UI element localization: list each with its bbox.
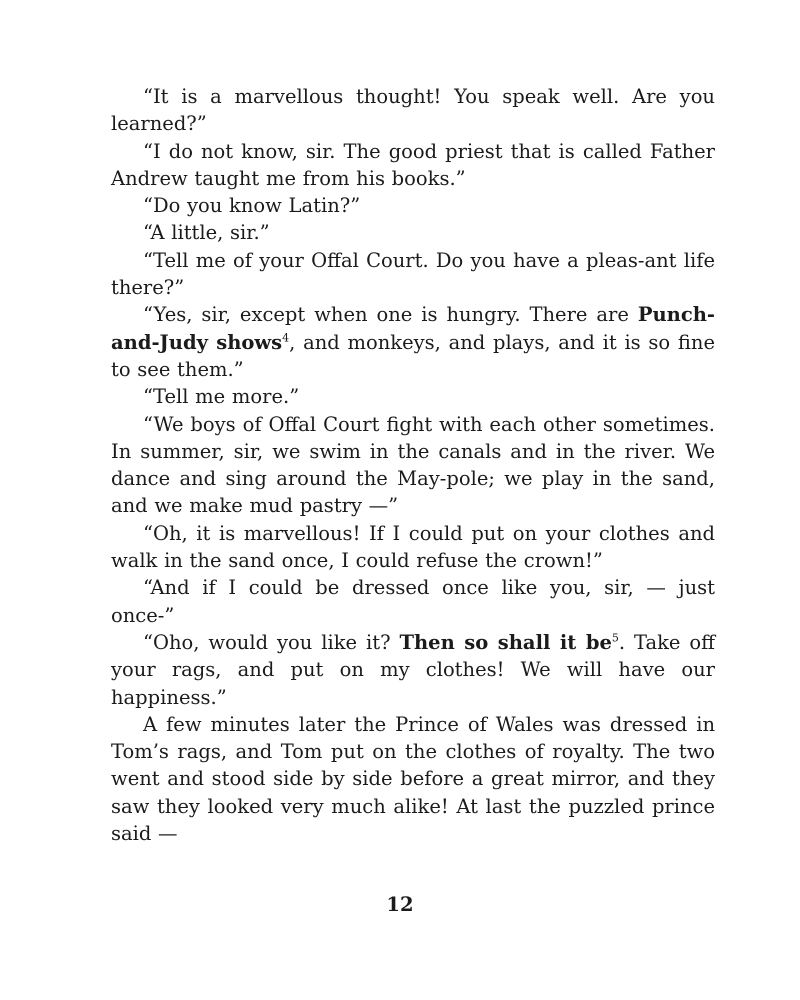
text-segment: “Tell me more.” [143,385,300,409]
text-segment: “And if I could be dressed once like you, sir, — just once-” [111,576,715,627]
paragraph-10 [111,574,715,629]
book-page-body [111,83,715,847]
paragraph-9 [111,520,715,575]
text-segment: . Take off your rags, and put on my clothes! We will have our happiness.” [111,630,715,709]
text-segment: “Do you know Latin?” [143,194,361,218]
text-segment: “It is a marvellous thought! You speak well. Are you learned?” [111,85,715,136]
bold-phrase: Then so shall it be [399,630,612,654]
text-segment: “Yes, sir, except when one is hungry. There are [143,303,638,327]
text-segment: “I do not know, sir. The good priest that is called Father Andrew taught me from his books.” [111,139,715,190]
footnote-marker: 4 [282,331,290,345]
paragraph-4 [111,219,715,246]
bold-phrase: Punch-and-Judy shows [111,303,715,354]
paragraph-6 [111,301,715,383]
paragraph-3 [111,192,715,219]
footnote-marker: 5 [611,631,619,645]
text-segment: A few minutes later the Prince of Wales was dressed in Tom’s rags, and Tom put on the clothes of royalty. The two went and stood side by side before a great mirror, and they saw they looked very much alike! At last the puzzled prince said — [111,712,715,846]
text-segment: “We boys of Offal Court fight with each other sometimes. In summer, sir, we swim in the canals and in the river. We dance and sing around the May-pole; we play in the sand, and we make mud pastry —” [111,412,715,518]
paragraph-12 [111,711,715,847]
text-segment: , and monkeys, and plays, and it is so fine to see them.” [111,330,715,381]
text-segment: “Oh, it is marvellous! If I could put on your clothes and walk in the sand once, I could refuse the crown!” [111,521,715,573]
paragraph-8 [111,411,715,520]
page-number: 12 [386,893,414,916]
text-segment: “Oho, would you like it? [143,630,400,654]
paragraph-5 [111,247,715,302]
paragraph-7 [111,383,715,410]
paragraph-11 [111,629,715,711]
paragraph-2 [111,138,715,193]
paragraph-1 [111,83,715,138]
text-segment: “Tell me of your Offal Court. Do you have a pleas-ant life there?” [111,248,715,300]
text-segment: “A little, sir.” [143,221,270,245]
